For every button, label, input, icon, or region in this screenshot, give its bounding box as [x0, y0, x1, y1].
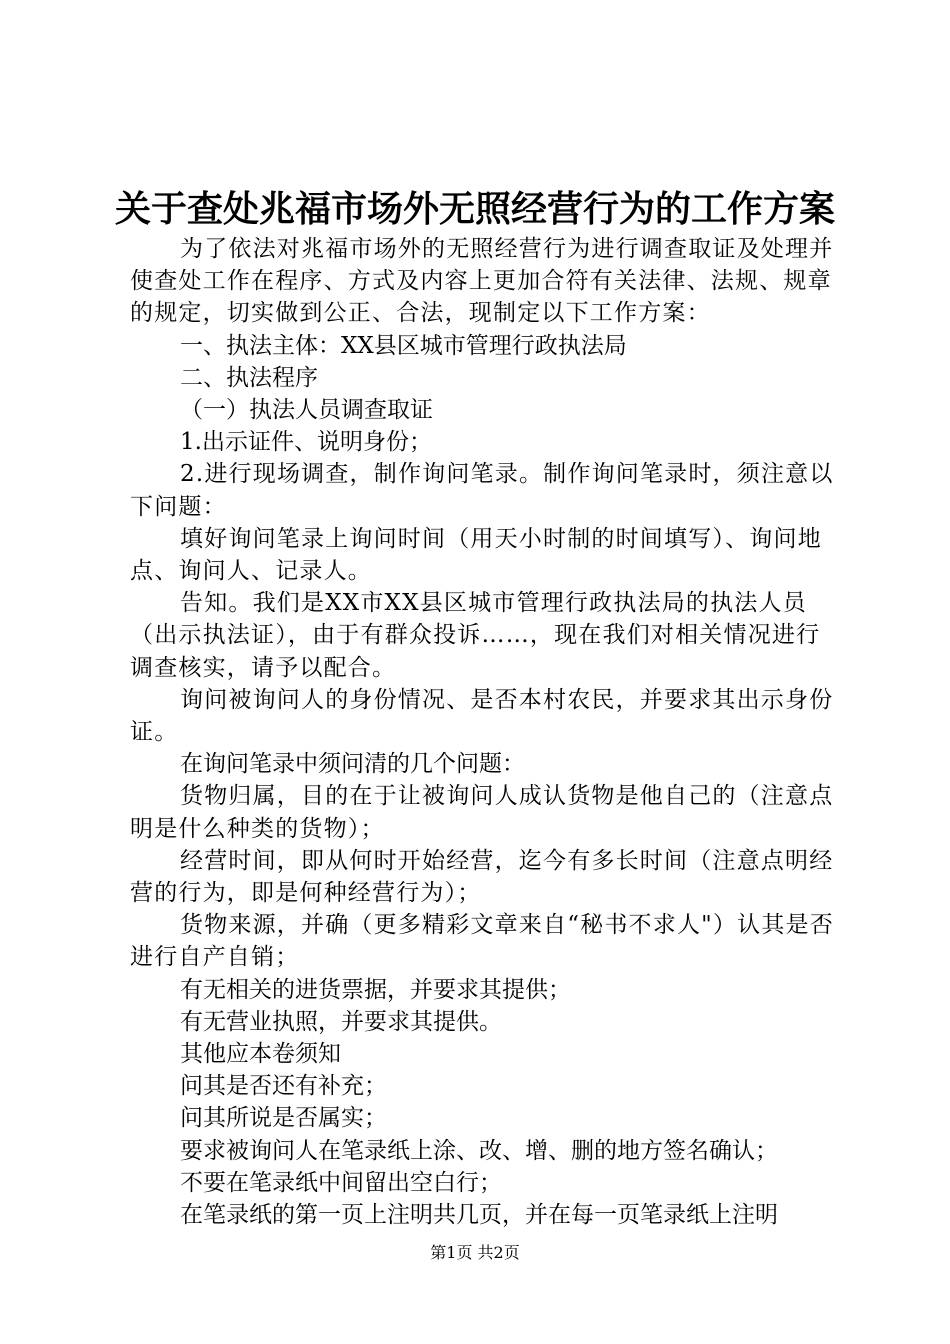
paragraph-notify: 告知。我们是XX市XX县区城市管理行政执法局的执法人员（出示执法证），由于有群众投诉……，现在我们对相关情况进行调查核实，请予以配合。: [130, 590, 821, 681]
paragraph-sign-changes: 要求被询问人在笔录纸上涂、改、增、删的地方签名确认；: [180, 1137, 778, 1164]
paragraph-operating-time: 经营时间，即从何时开始经营，迄今有多长时间（注意点明经营的行为，即是何种经营行为）；: [130, 847, 834, 907]
paragraph-page-count: 在笔录纸的第一页上注明共几页，并在每一页笔录纸上注明: [180, 1202, 778, 1229]
paragraph-license: 有无营业执照，并要求其提供。: [180, 1008, 502, 1035]
paragraph-no-blank-lines: 不要在笔录纸中间留出空白行；: [180, 1169, 502, 1196]
paragraph-step-2: 2.进行现场调查，制作询问笔录。制作询问笔录时，须注意以下问题：: [130, 461, 834, 520]
paragraph-fill-record: 填好询问笔录上询问时间（用天小时制的时间填写）、询问地点、询问人、记录人。: [130, 525, 822, 585]
paragraph-truthful: 问其所说是否属实；: [180, 1105, 387, 1132]
paragraph-subsection-1: （一）执法人员调查取证: [180, 397, 433, 424]
paragraph-identity: 询问被询问人的身份情况、是否本村农民，并要求其出示身份证。: [130, 686, 834, 746]
document-body: [130, 233, 840, 1231]
paragraph-step-1: 1.出示证件、说明身份；: [180, 429, 432, 456]
paragraph-supplement: 问其是否还有补充；: [180, 1073, 387, 1100]
document-title: 关于查处兆福市场外无照经营行为的工作方案: [114, 188, 835, 230]
page-indicator: 第1页 共2页: [430, 1243, 520, 1262]
paragraph-goods-ownership: 货物归属，目的在于让被询问人成认货物是他自己的（注意点明是什么种类的货物）；: [130, 783, 834, 842]
paragraph-section-2: 二、执法程序: [180, 364, 318, 391]
paragraph-other-notes: 其他应本卷须知: [180, 1041, 341, 1068]
paragraph-goods-source: 货物来源，并确（更多精彩文章来自“秘书不求人"）认其是否进行自产自销；: [130, 912, 834, 971]
paragraph-section-1: 一、执法主体：XX县区城市管理行政执法局: [180, 332, 627, 359]
paragraph-receipts: 有无相关的进货票据，并要求其提供；: [180, 976, 571, 1003]
paragraph-intro: 为了依法对兆福市场外的无照经营行为进行调查取证及处理并使查处工作在程序、方式及内容上更加合符有关法律、法规、规章的规定，切实做到公正、合法，现制定以下工作方案：: [130, 236, 834, 327]
paragraph-questions-heading: 在询问笔录中须问清的几个问题：: [180, 751, 525, 778]
